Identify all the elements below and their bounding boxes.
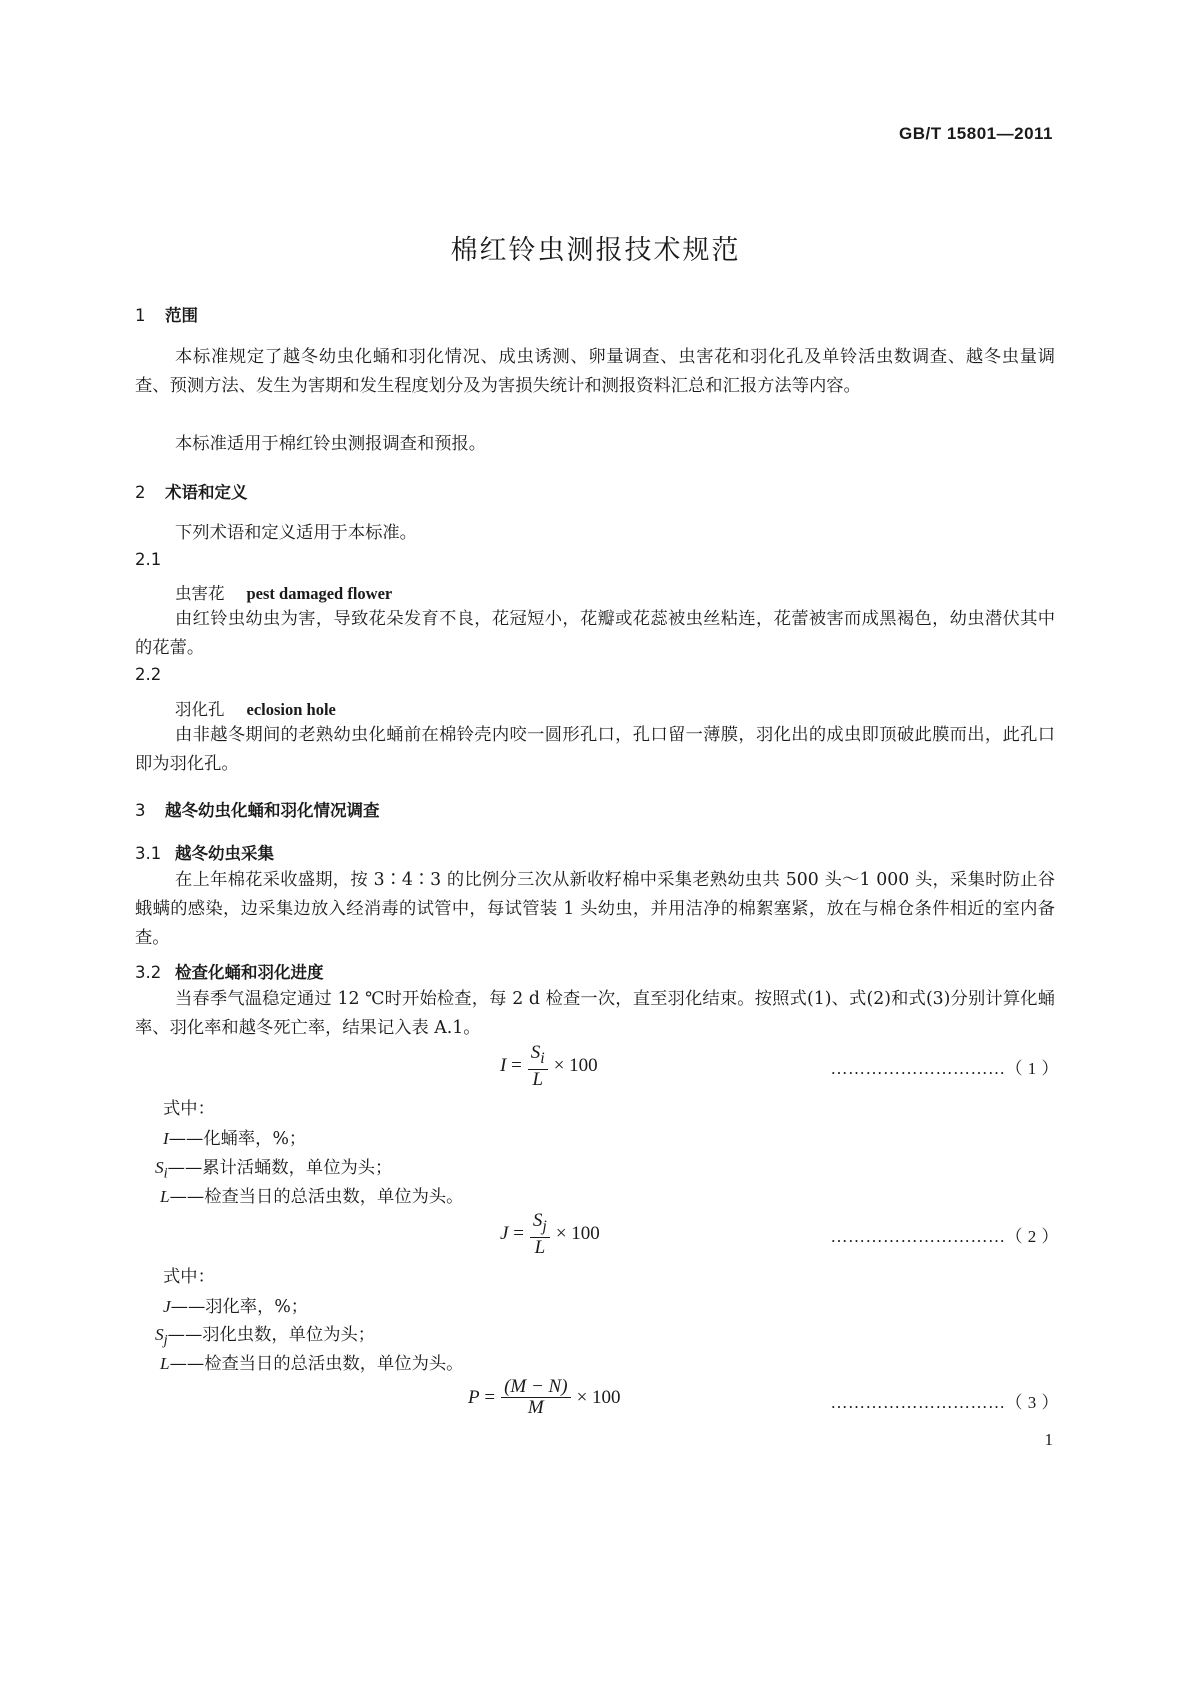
var-dash: —— [169,1187,205,1207]
formula-2: J = $\frac{S_j}{L}$ × 100 [500,1210,600,1258]
equation-number-1: …………………………（ 1 ） [830,1059,1059,1078]
subsection-number: 3.2 [135,963,162,982]
multiplier: × 100 [576,1386,621,1408]
denominator: L [532,1068,544,1090]
var-desc: 累计活蛹数，单位为头； [202,1158,393,1178]
term-2-1-number: 2.1 [135,550,162,569]
term-cn: 虫害花 [175,584,225,603]
fraction [528,1043,548,1090]
formula-3: P = $\frac{(M - N)}{M}$ × 100 [468,1376,621,1418]
subsection-title: 检查化蛹和羽化进度 [175,963,324,982]
var-symbol: L [160,1187,170,1206]
equation-number-2: …………………………（ 2 ） [830,1227,1059,1246]
var-row [155,1320,375,1349]
subsection-3-1-paragraph: 在上年棉花采收盛期，按 3∶4∶3 的比例分三次从新收籽棉中采集老熟幼虫共 500 头～1 000 头，采集时防止谷蛾螨的感染，边采集边放入经消毒的试管中，每试管装 1 头幼虫，并用洁净的棉絮塞紧，放在与棉仓条件相近的室内备查。 [135,870,1055,948]
section-1-heading [135,302,198,326]
section-1-paragraph-2: 本标准适用于棉红铃虫测报调查和预报。 [175,434,487,454]
where-label: 式中： [163,1099,215,1119]
section-1-paragraph-1: 本标准规定了越冬幼虫化蛹和羽化情况、成虫诱测、卵量调查、虫害花和羽化孔及单铃活虫数调查、越冬虫量调查、预测方法、发生为害期和发生程度划分及为害损失统计和测报资料汇总和汇报方法等内容。 [135,347,1055,396]
var-desc: 化蛹率，%； [203,1129,307,1149]
numerator-subscript: i [540,1049,545,1067]
fraction [530,1211,550,1258]
section-3-heading [135,797,380,821]
var-desc: 羽化率，%； [205,1297,309,1317]
subsection-title: 越冬幼虫采集 [175,844,274,863]
term-2-1 [175,580,392,604]
var-subscript: i [163,1165,168,1182]
var-symbol: L [160,1354,170,1373]
equation-number-3: …………………………（ 3 ） [830,1393,1059,1412]
multiplier: × 100 [553,1055,598,1077]
var-row [155,1153,392,1182]
formula-lhs: P [468,1386,480,1408]
document-title: 棉红铃虫测报技术规范 [450,235,741,266]
subsection-3-1-heading [135,840,274,864]
formula-lhs: J [500,1223,509,1245]
var-dash: —— [167,1325,203,1345]
var-desc: 检查当日的总活虫数，单位为头。 [204,1187,464,1207]
subsection-3-2-paragraph: 当春季气温稳定通过 12 ℃时开始检查，每 2 d 检查一次，直至羽化结束。按照式(1)、式(2)和式(3)分别计算化蛹率、羽化率和越冬死亡率，结果记入表 A.1。 [135,989,1055,1038]
var-row [160,1182,463,1207]
section-2-paragraph-1: 下列术语和定义适用于本标准。 [175,523,417,543]
var-subscript: j [163,1332,168,1349]
var-desc: 羽化虫数，单位为头； [202,1325,376,1345]
var-row [163,1292,308,1317]
section-number: 1 [135,306,146,325]
formula-1: I = $\frac{S_i}{L}$ × 100 [500,1042,598,1090]
var-dash: —— [169,1354,205,1374]
section-title: 范围 [165,306,198,325]
term-cn: 羽化孔 [175,700,225,719]
section-2-heading [135,479,248,503]
numerator-subscript: j [542,1217,547,1235]
numerator: S [530,1042,541,1063]
var-dash: —— [170,1297,206,1317]
term-2-2-definition: 由非越冬期间的老熟幼虫化蛹前在棉铃壳内咬一圆形孔口，孔口留一薄膜，羽化出的成虫即顶破此膜而出，此孔口即为羽化孔。 [135,725,1055,774]
numerator: S [532,1210,543,1231]
denominator: M [527,1397,544,1418]
var-dash: —— [167,1158,203,1178]
subsection-number: 3.1 [135,844,162,863]
var-symbol: S [155,1158,164,1177]
var-symbol: J [163,1297,171,1316]
multiplier: × 100 [555,1223,600,1245]
var-row [160,1349,463,1374]
subsection-3-2-heading [135,959,324,983]
numerator: (M − N) [501,1377,570,1398]
denominator: L [534,1236,546,1258]
term-2-2-number: 2.2 [135,665,162,684]
section-title: 术语和定义 [165,483,248,502]
formula-lhs: I [500,1055,507,1077]
section-number: 2 [135,483,146,502]
page-number: 1 [1044,1430,1053,1449]
term-en: eclosion hole [246,700,336,719]
var-row [163,1124,306,1149]
term-2-2 [175,696,336,720]
term-2-1-definition: 由红铃虫幼虫为害，导致花朵发育不良，花冠短小，花瓣或花蕊被虫丝粘连，花蕾被害而成黑褐色，幼虫潜伏其中的花蕾。 [135,609,1055,658]
fraction [501,1377,570,1418]
var-symbol: I [163,1129,169,1148]
term-en: pest damaged flower [246,584,393,603]
var-symbol: S [155,1325,164,1344]
var-dash: —— [168,1129,204,1149]
where-label: 式中： [163,1267,215,1287]
standard-code: GB/T 15801—2011 [899,124,1053,143]
var-desc: 检查当日的总活虫数，单位为头。 [204,1354,464,1374]
section-number: 3 [135,801,146,820]
section-title: 越冬幼虫化蛹和羽化情况调查 [165,801,380,820]
